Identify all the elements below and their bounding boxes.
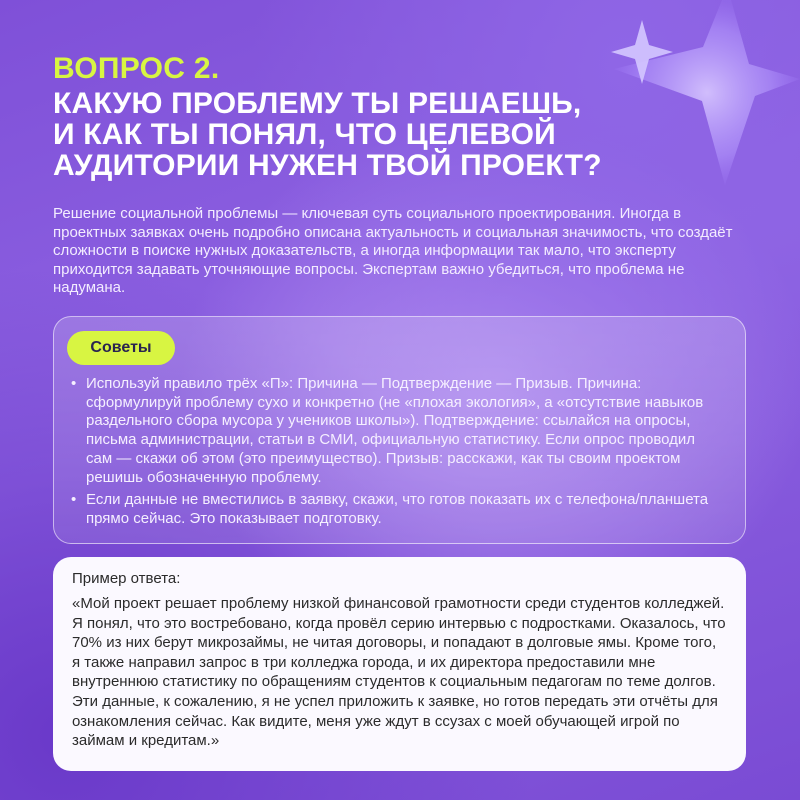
example-answer: «Мой проект решает проблему низкой финансовой грамотности среди студентов колледжей. Я понял, что это востребовано, когда провёл серию интервью с подростками. Оказалось, что 70% из них берут микрозаймы, не читая договоры, и попадают в долговые ямы. Кроме того, я также направил запрос в три колледжа города, и их директора предоставили мне внутреннюю статистику по обращениям студентов к социальным педагогам по теме долгов. Эти данные, к сожалению, я не успел приложить к заявке, но готов передать эти отчёты для ознакомления сейчас. Как видите, меня уже ждут в ссузах с моей обучающей игрой по займам и кредитам.»	[72, 595, 726, 750]
example-label: Пример ответа:	[72, 570, 181, 587]
question-title	[53, 88, 613, 181]
tips-card	[53, 316, 746, 544]
question-title-line: КАКУЮ ПРОБЛЕМУ ТЫ РЕШАЕШЬ,	[53, 87, 582, 120]
question-title-line: И КАК ТЫ ПОНЯЛ, ЧТО ЦЕЛЕВОЙ	[53, 118, 556, 151]
intro-paragraph: Решение социальной проблемы — ключевая суть социального проектирования. Иногда в проектных заявках очень подробно описана актуальность и социальная значимость, что создаёт сложности в поиске нужных доказательств, а иногда информации так мало, что эксперту приходится задавать уточняющие вопросы. Экспертам важно убедиться, что проблема не надумана.	[53, 205, 733, 297]
example-card	[53, 557, 746, 771]
question-number: ВОПРОС 2.	[53, 52, 220, 85]
tip-item: • Если данные не вместились в заявку, скажи, что готов показать их с телефона/планшета прямо сейчас. Это показывает подготовку.	[71, 491, 721, 528]
tip-item: • Используй правило трёх «П»: Причина — Подтверждение — Призыв. Причина: сформулируй проблему сухо и конкретно (не «плохая экология», а «отсутствие навыков раздельного сбора мусора у учеников школы»). Подтверждение: ссылайся на опросы, письма администрации, статьи в СМИ, официальную статистику. Если опрос проводил сам — скажи об этом (это преимущество). Призыв: расскажи, как ты своим проектом решишь обозначенную проблему.	[71, 375, 721, 487]
tips-badge: Советы	[67, 331, 175, 365]
tips-list	[71, 375, 721, 533]
question-title-line: АУДИТОРИИ НУЖЕН ТВОЙ ПРОЕКТ?	[53, 149, 602, 182]
